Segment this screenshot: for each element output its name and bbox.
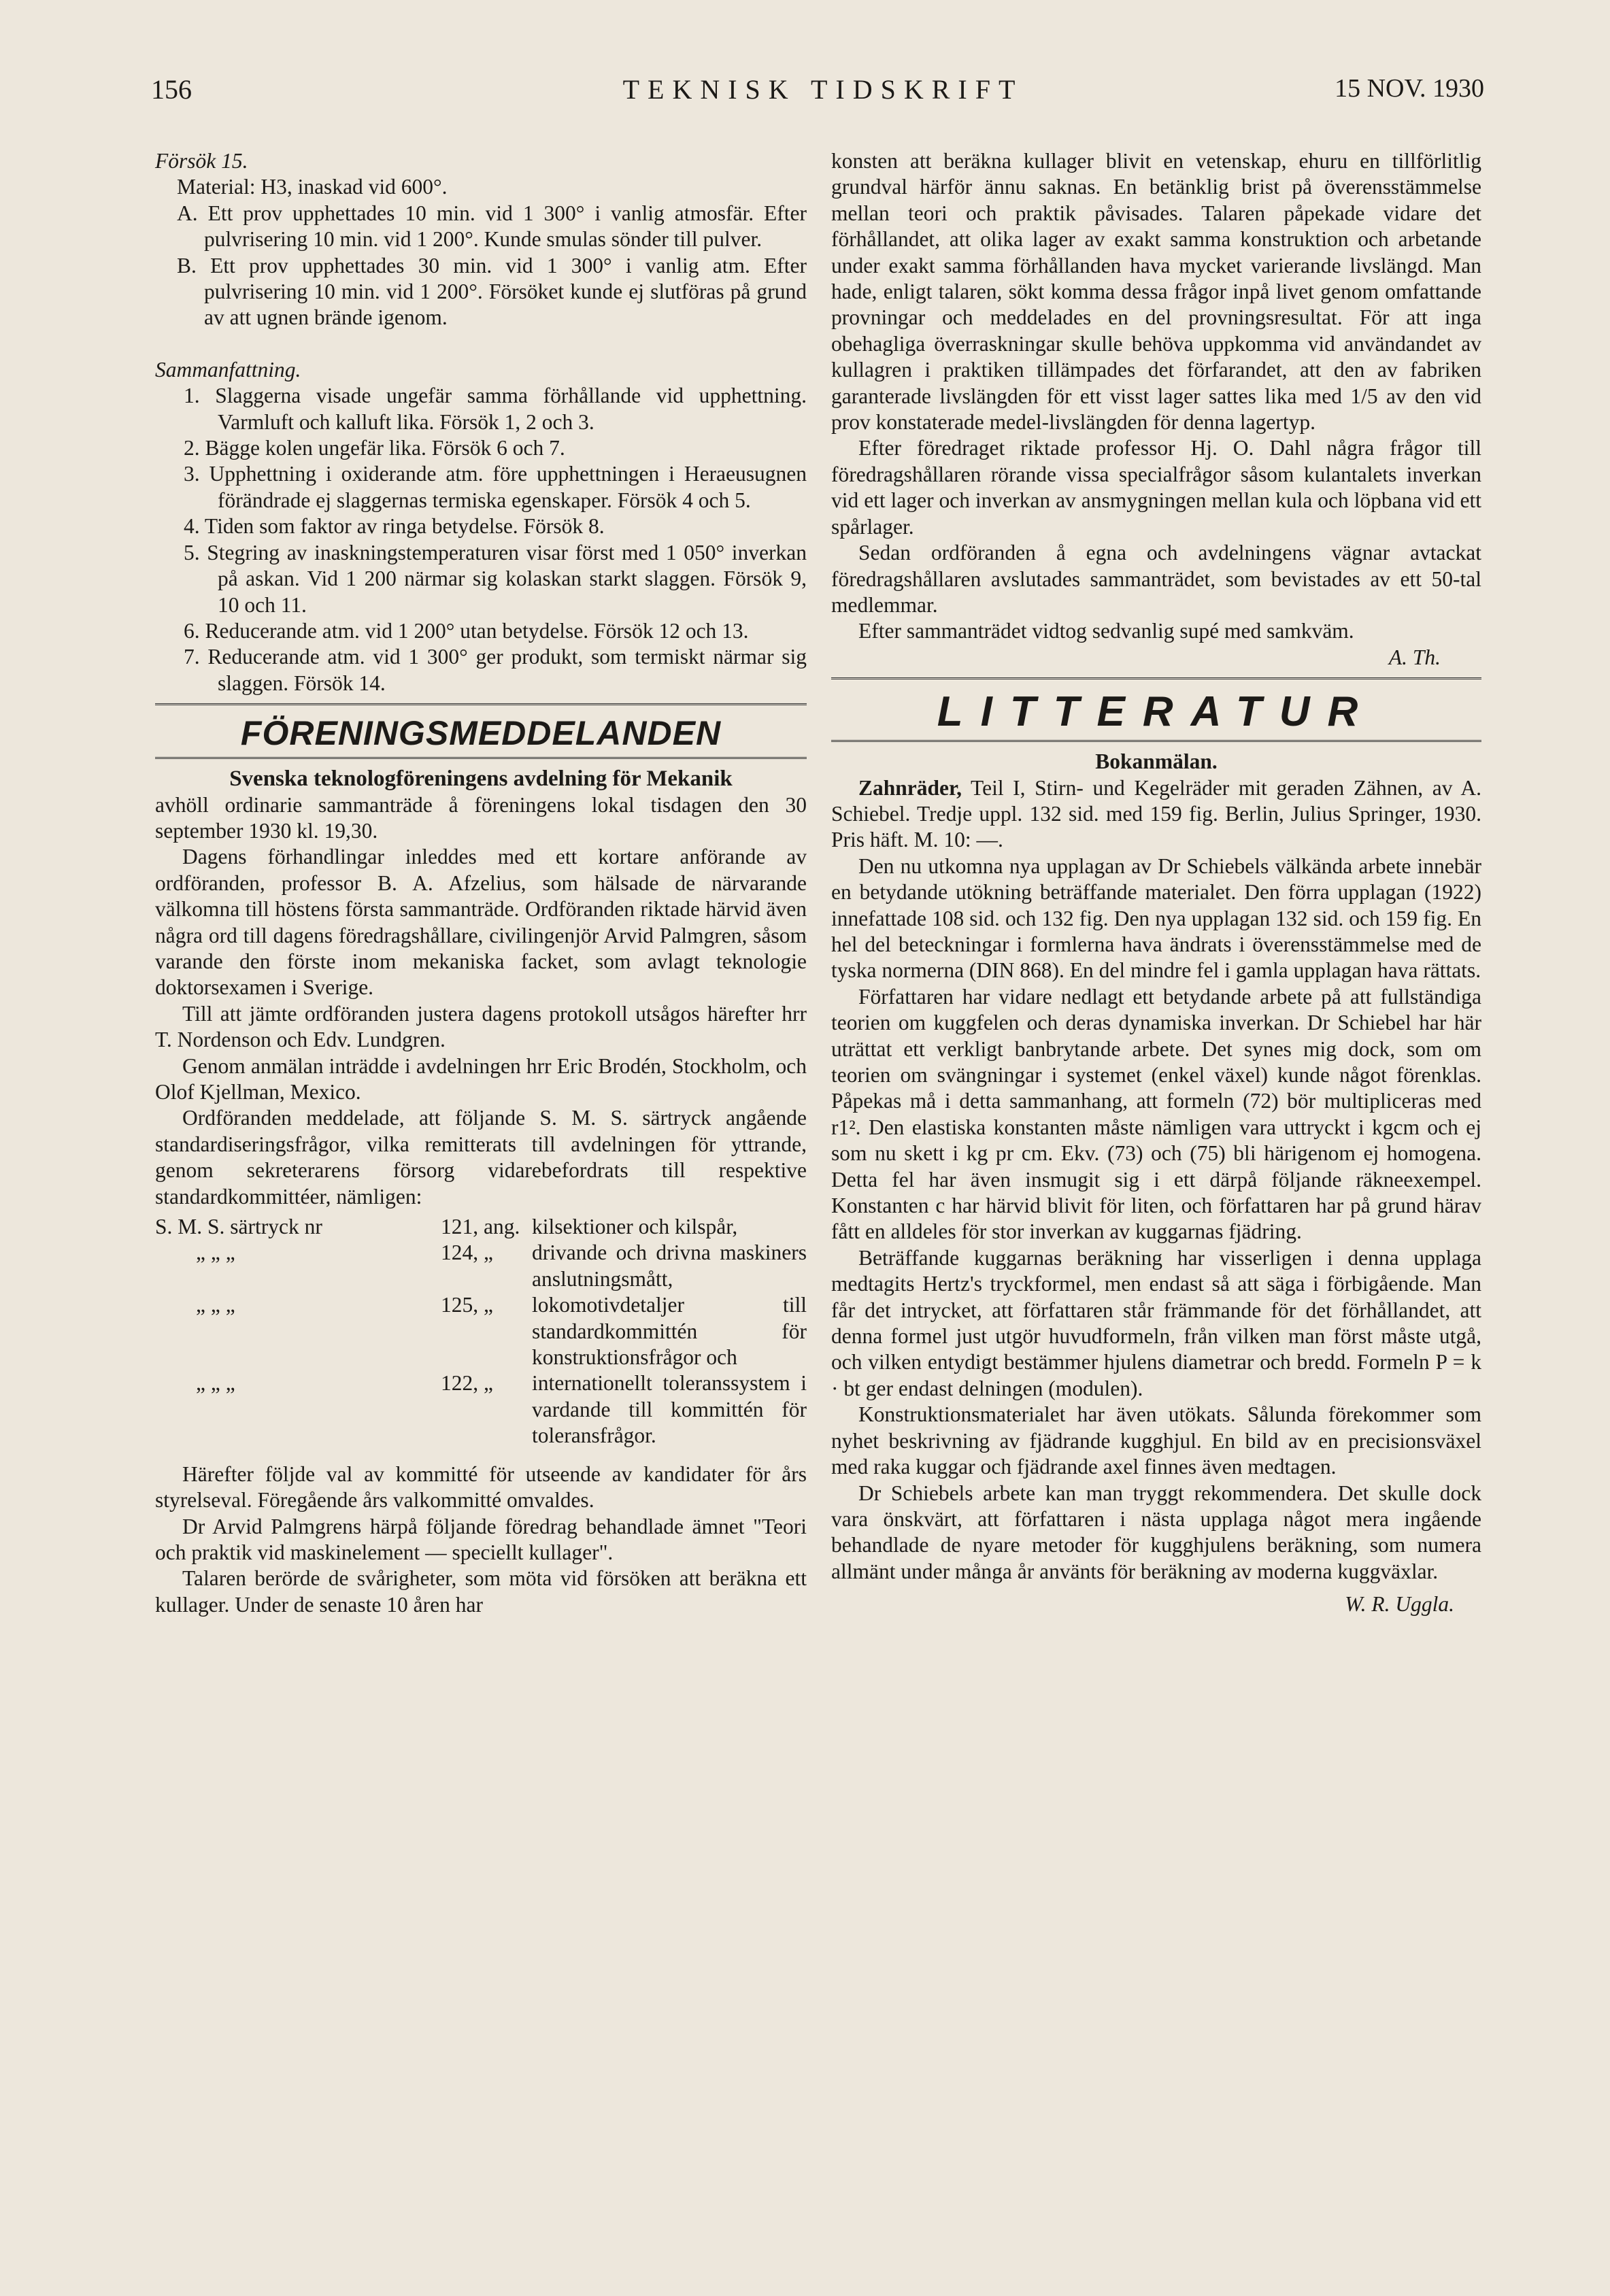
forsok-title: Försök 15. bbox=[155, 149, 248, 173]
signature: A. Th. bbox=[1388, 645, 1441, 669]
fm-paragraph: Dr Arvid Palmgrens härpå följande föredrag behandlade ämnet "Teori och praktik vid maskinelement — speciellt kullager". bbox=[155, 1514, 807, 1564]
sms-row bbox=[155, 1292, 807, 1370]
sms-row bbox=[155, 1370, 807, 1449]
review-paragraph: Författaren har vidare nedlagt ett betydande arbete på att fullständiga teorien om kuggfelen och deras dynamiska inverkan. Dr Schiebel har här uträttat ett verkligt banbrytande arbete. Det synes mig dock, som om teorien om svängningar i systemet (enkel växel) kunde något förenklas. Påpekas må i detta sammanhang, att formeln (72) bör multipliceras med r1². Den elastiska konstanten måste nämligen vara uttryckt i kgcm och ej som nu skett i kg pr cm. Ekv. (73) och (75) bli härigenom ej homogena. Detta fel har även insmugit sig i ett därpå följande räkneexempel. Konstanten c har härvid blivit för liten, och författaren har på grund härav fått en alldeles för stor inverkan av kuggarnas fjädring. bbox=[831, 984, 1481, 1244]
book-title: Zahnräder, bbox=[858, 775, 962, 800]
sms-ref: „ „ „ bbox=[196, 1293, 235, 1317]
sms-ref: „ „ „ bbox=[196, 1371, 235, 1396]
summary-item: 7. Reducerande atm. vid 1 300° ger produkt, som termiskt närmar sig slaggen. Försök 14. bbox=[184, 645, 807, 695]
book-details: Teil I, Stirn- und Kegelräder mit geraden Zähnen, av A. Schiebel. Tredje uppl. 132 sid. med 159 fig. Berlin, Julius Springer, 1930. Pris häft. M. 10: —. bbox=[831, 775, 1481, 852]
sms-number: 125, „ bbox=[441, 1293, 493, 1317]
summary-item: 1. Slaggerna visade ungefär samma förhållande vid upphettning. Varmluft och kalluft lika. Försök 1, 2 och 3. bbox=[184, 384, 807, 434]
review-paragraph: Dr Schiebels arbete kan man tryggt rekommendera. Det skulle dock vara önskvärt, att författaren i nästa upplaga något mera ingående behandlade de nyare metoder för kugghjulens beräkning, som numera allmänt under många år använts för beräkning av moderna kuggväxlar. bbox=[831, 1481, 1481, 1583]
sms-number: 122, „ bbox=[441, 1371, 493, 1396]
sms-subject: lokomotivdetaljer till standardkommittén för konstruktionsfrågor och bbox=[532, 1293, 807, 1370]
spacer bbox=[155, 331, 807, 357]
sms-subject: drivande och drivna maskiners anslutningsmått, bbox=[532, 1240, 807, 1291]
sms-row bbox=[155, 1240, 807, 1292]
fm-paragraph: Till att jämte ordföranden justera dagens protokoll utsågos härefter hrr T. Nordenson och Edv. Lundgren. bbox=[155, 1001, 807, 1052]
review-paragraph: Beträffande kuggarnas beräkning har visserligen i denna upplaga medtagits Hertz's tryckformel, men endast så att säga i förbigående. Man får det intrycket, att författaren står främmande för det förhållandet, att denna formel just utgör huvudformeln, från vilken man först måste utgå, och vilken entydigt bestämmer hjulens diametrar och bredd. Formeln P = k · bt ger endast delningen (modulen). bbox=[831, 1245, 1481, 1400]
issue-date: 15 NOV. 1930 bbox=[1335, 74, 1484, 103]
fm-paragraph: Dagens förhandlingar inleddes med ett kortare anförande av ordföranden, professor B. A. Afzelius, som hälsade de närvarande välkomna till höstens första sammanträde. Ordföranden riktade härvid även några ord till dagens föredragshållare, civilingenjör Arvid Palmgren, såsom varande den förste inom mekaniska facket, som avlagt teknologie doktorsexamen i Sverige. bbox=[155, 845, 807, 1000]
forsok-a: A. Ett prov upphettades 10 min. vid 1 300° i vanlig atmosfär. Efter pulvrisering 10 min. vid 1 200°. Kunde smulas sönder till pulver. bbox=[177, 201, 807, 252]
sms-number: 121, ang. bbox=[441, 1215, 520, 1239]
summary-title: Sammanfattning. bbox=[155, 357, 301, 382]
subheading: Bokanmälan. bbox=[1095, 749, 1218, 774]
sms-subject: internationellt toleranssystem i vardande till kommittén för toleransfrågor. bbox=[532, 1371, 807, 1448]
fm-paragraph: Genom anmälan inträdde i avdelningen hrr Eric Brodén, Stockholm, och Olof Kjellman, Mexico. bbox=[155, 1053, 807, 1104]
report-paragraph: Sedan ordföranden å egna och avdelningens vägnar avtackat föredragshållaren avslutades sammanträdet, som bevistades av ett 50-tal medlemmar. bbox=[831, 541, 1481, 617]
fm-paragraph: Talaren berörde de svårigheter, som möta vid försöken att beräkna ett kullager. Under de senaste 10 åren har bbox=[155, 1566, 807, 1617]
right-column bbox=[831, 148, 1481, 1618]
sms-list bbox=[155, 1214, 807, 1449]
summary-item: 3. Upphettning i oxiderande atm. före upphettningen i Heraeusugnen förändrade ej slaggernas termiska egenskaper. Försök 4 och 5. bbox=[184, 462, 807, 512]
report-paragraph: Efter föredraget riktade professor Hj. O. Dahl några frågor till föredragshållaren rörande vissa specialfrågor såsom kulantalets inverkan vid ett lager och inverkan av ansmygningen mellan kula och löpbana vid ett spårlager. bbox=[831, 436, 1481, 539]
summary-item: 4. Tiden som faktor av ringa betydelse. Försök 8. bbox=[184, 514, 605, 539]
journal-title: TEKNISK TIDSKRIFT bbox=[622, 74, 1024, 105]
left-column bbox=[155, 148, 807, 1618]
report-paragraph: konsten att beräkna kullager blivit en vetenskap, ehuru en tillförlitlig grundval härför ännu saknas. En betänklig brist på överensstämmelse mellan teori och praktik påvisades. Talaren påpekade vidare det förhållandet, att olika lager av exakt samma konstruktion och arbetande under exakt samma förhållanden hava mycket varierande livslängd. Man hade, enligt talaren, sökt komma dessa frågor inpå livet genom omfattande provningar och meddelades en del provningsresultat. För att inga obehagliga överraskningar skulle behöva uppkomma vid användandet av kullagren i praktiken tillämpades det förfarandet, att den av fabriken garanterade livslängden för ett visst lager sattes lika med 1/5 av den vid prov konstaterade medel-livslängden för denna lagertyp. bbox=[831, 149, 1481, 435]
sms-row bbox=[155, 1214, 807, 1240]
summary-item: 2. Bägge kolen ungefär lika. Försök 6 och 7. bbox=[184, 436, 565, 460]
review-paragraph: Den nu utkomna nya upplagan av Dr Schiebels välkända arbete innebär en betydande utökning beträffande materialet. Den förra upplagan (1922) innefattade 108 sid. och 132 fig. Den nya upplagan 132 sid. och 159 fig. En hel del beteckningar i formlerna hava ändrats i överensstämmelse med de tyska normerna (DIN 868). En del mindre fel i gamla upplagan hava rättats. bbox=[831, 854, 1481, 983]
fm-paragraph: Ordföranden meddelade, att följande S. M. S. särtryck angående standardiseringsfrågor, vilka remitterats till avdelningen för yttrande, genom sekreterarens försorg vidarebefordrats till respektive standardkommittéer, nämligen: bbox=[155, 1106, 807, 1209]
review-paragraph: Konstruktionsmaterialet har även utökats. Sålunda förekommer som nyhet beskrivning av fjädrande kugghjul. En bild av en precisionsväxel med raka kuggar och fjädrande axel finnes även medtagen. bbox=[831, 1402, 1481, 1479]
book-reference bbox=[831, 775, 1481, 854]
fm-paragraph: avhöll ordinarie sammanträde å föreningens lokal tisdagen den 30 september 1930 kl. 19,30. bbox=[155, 792, 807, 843]
fm-heading: Svenska teknologföreningens avdelning för Mekanik bbox=[229, 766, 733, 792]
litteratur-banner: LITTERATUR bbox=[831, 677, 1481, 742]
forsok-material: Material: H3, inaskad vid 600°. bbox=[177, 175, 448, 199]
running-header bbox=[0, 73, 1610, 121]
sms-number: 124, „ bbox=[441, 1240, 493, 1265]
summary-item: 6. Reducerande atm. vid 1 200° utan betydelse. Försök 12 och 13. bbox=[184, 618, 749, 643]
sms-ref: S. M. S. särtryck nr bbox=[155, 1215, 322, 1239]
foreningsmeddelanden-banner: FÖRENINGSMEDDELANDEN bbox=[155, 703, 807, 759]
sms-subject: kilsektioner och kilspår, bbox=[532, 1215, 738, 1239]
signature: W. R. Uggla. bbox=[1345, 1592, 1454, 1617]
summary-item: 5. Stegring av inaskningstemperaturen visar först med 1 050° inverkan på askan. Vid 1 200 närmar sig kolaskan starkt slaggen. Försök 9, 10 och 11. bbox=[184, 540, 807, 617]
page-number: 156 bbox=[151, 74, 192, 105]
fm-paragraph: Härefter följde val av kommitté för utseende av kandidater för års styrelseval. Föregående års valkommitté omvaldes. bbox=[155, 1462, 807, 1513]
sms-ref: „ „ „ bbox=[196, 1240, 235, 1265]
report-paragraph: Efter sammanträdet vidtog sedvanlig supé med samkväm. bbox=[858, 619, 1354, 643]
forsok-b: B. Ett prov upphettades 30 min. vid 1 300° i vanlig atm. Efter pulvrisering 10 min. vid 1 200°. Försöket kunde ej slutföras på grund av att ugnen brände igenom. bbox=[177, 253, 807, 330]
